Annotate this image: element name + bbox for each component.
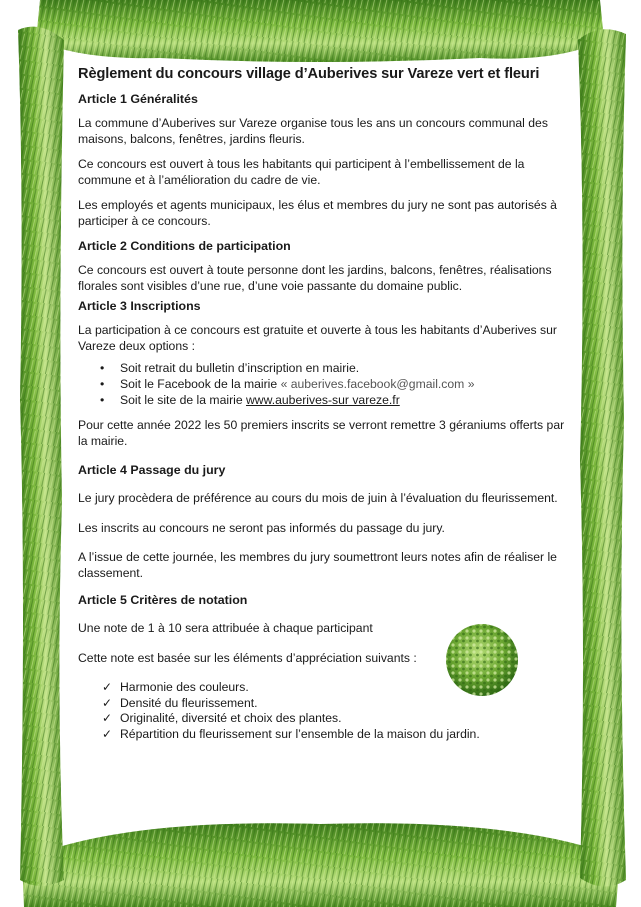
article3-paragraph-1: La participation à ce concours est gratuite et ouverte à tous les habitants d’Auberives sur Vareze deux options : [78, 323, 557, 353]
article4-paragraph-2: Les inscrits au concours ne seront pas informés du passage du jury. [78, 520, 445, 535]
article3-paragraph-2: Pour cette année 2022 les 50 premiers inscrits se verront remettre 3 géraniums offerts par la mairie. [78, 418, 565, 448]
criterion-item: ✓ Harmonie des couleurs. [102, 680, 249, 694]
article4-paragraph-1: Le jury procèdera de préférence au cours du mois de juin à l’évaluation du fleurissement. [78, 491, 558, 505]
check-icon: ✓ [102, 726, 113, 741]
article2-heading: Article 2 Conditions de participation [78, 239, 291, 253]
article3-heading: Article 3 Inscriptions [78, 299, 201, 313]
registration-option-facebook: • Soit le Facebook de la mairie « auberives.facebook@gmail.com » [78, 376, 568, 392]
article5-heading: Article 5 Critères de notation [78, 593, 248, 607]
article1-paragraph-2: Ce concours est ouvert à tous les habitants qui participent à l’embellissement de la commune et à l’amélioration du cadre de vie. [78, 157, 525, 187]
article2-paragraph-1: Ce concours est ouvert à toute personne dont les jardins, balcons, fenêtres, réalisations florales sont visibles d’une rue, d’une voie passante du domaine public. [78, 263, 552, 293]
check-icon: ✓ [102, 680, 113, 694]
boxwood-shrub-image [444, 622, 520, 698]
registration-option-townhall: • Soit retrait du bulletin d’inscription en mairie. [78, 360, 568, 376]
website-link[interactable]: www.auberives-sur vareze.fr [246, 393, 400, 407]
article1-heading: Article 1 Généralités [78, 92, 198, 106]
criterion-item: ✓ Originalité, diversité et choix des plantes. [102, 711, 342, 725]
facebook-email: « auberives.facebook@gmail.com » [280, 377, 475, 391]
criterion-item: ✓ Répartition du fleurissement sur l’ensemble de la maison du jardin. [102, 726, 480, 741]
article4-heading: Article 4 Passage du jury [78, 463, 226, 477]
article5-paragraph-1: Une note de 1 à 10 sera attribuée à chaque participant [78, 621, 373, 635]
article1-paragraph-3: Les employés et agents municipaux, les élus et membres du jury ne sont pas autorisés à participer à ce concours. [78, 198, 557, 228]
criterion-item: ✓ Densité du fleurissement. [102, 695, 258, 710]
article1-paragraph-1: La commune d’Auberives sur Vareze organise tous les ans un concours communal des maisons, balcons, fenêtres, jardins fleuris. [78, 116, 548, 146]
registration-option-website: • Soit le site de la mairie www.auberives-sur vareze.fr [78, 392, 568, 408]
document-title: Règlement du concours village d’Auberives sur Vareze vert et fleuri [78, 66, 540, 82]
registration-options-list [78, 360, 568, 408]
article4-paragraph-3: A l’issue de cette journée, les membres du jury soumettront leurs notes afin de réaliser le classement. [78, 550, 557, 580]
check-icon: ✓ [102, 711, 113, 725]
check-icon: ✓ [102, 695, 113, 710]
article5-paragraph-2: Cette note est basée sur les éléments d’appréciation suivants : [78, 650, 417, 665]
